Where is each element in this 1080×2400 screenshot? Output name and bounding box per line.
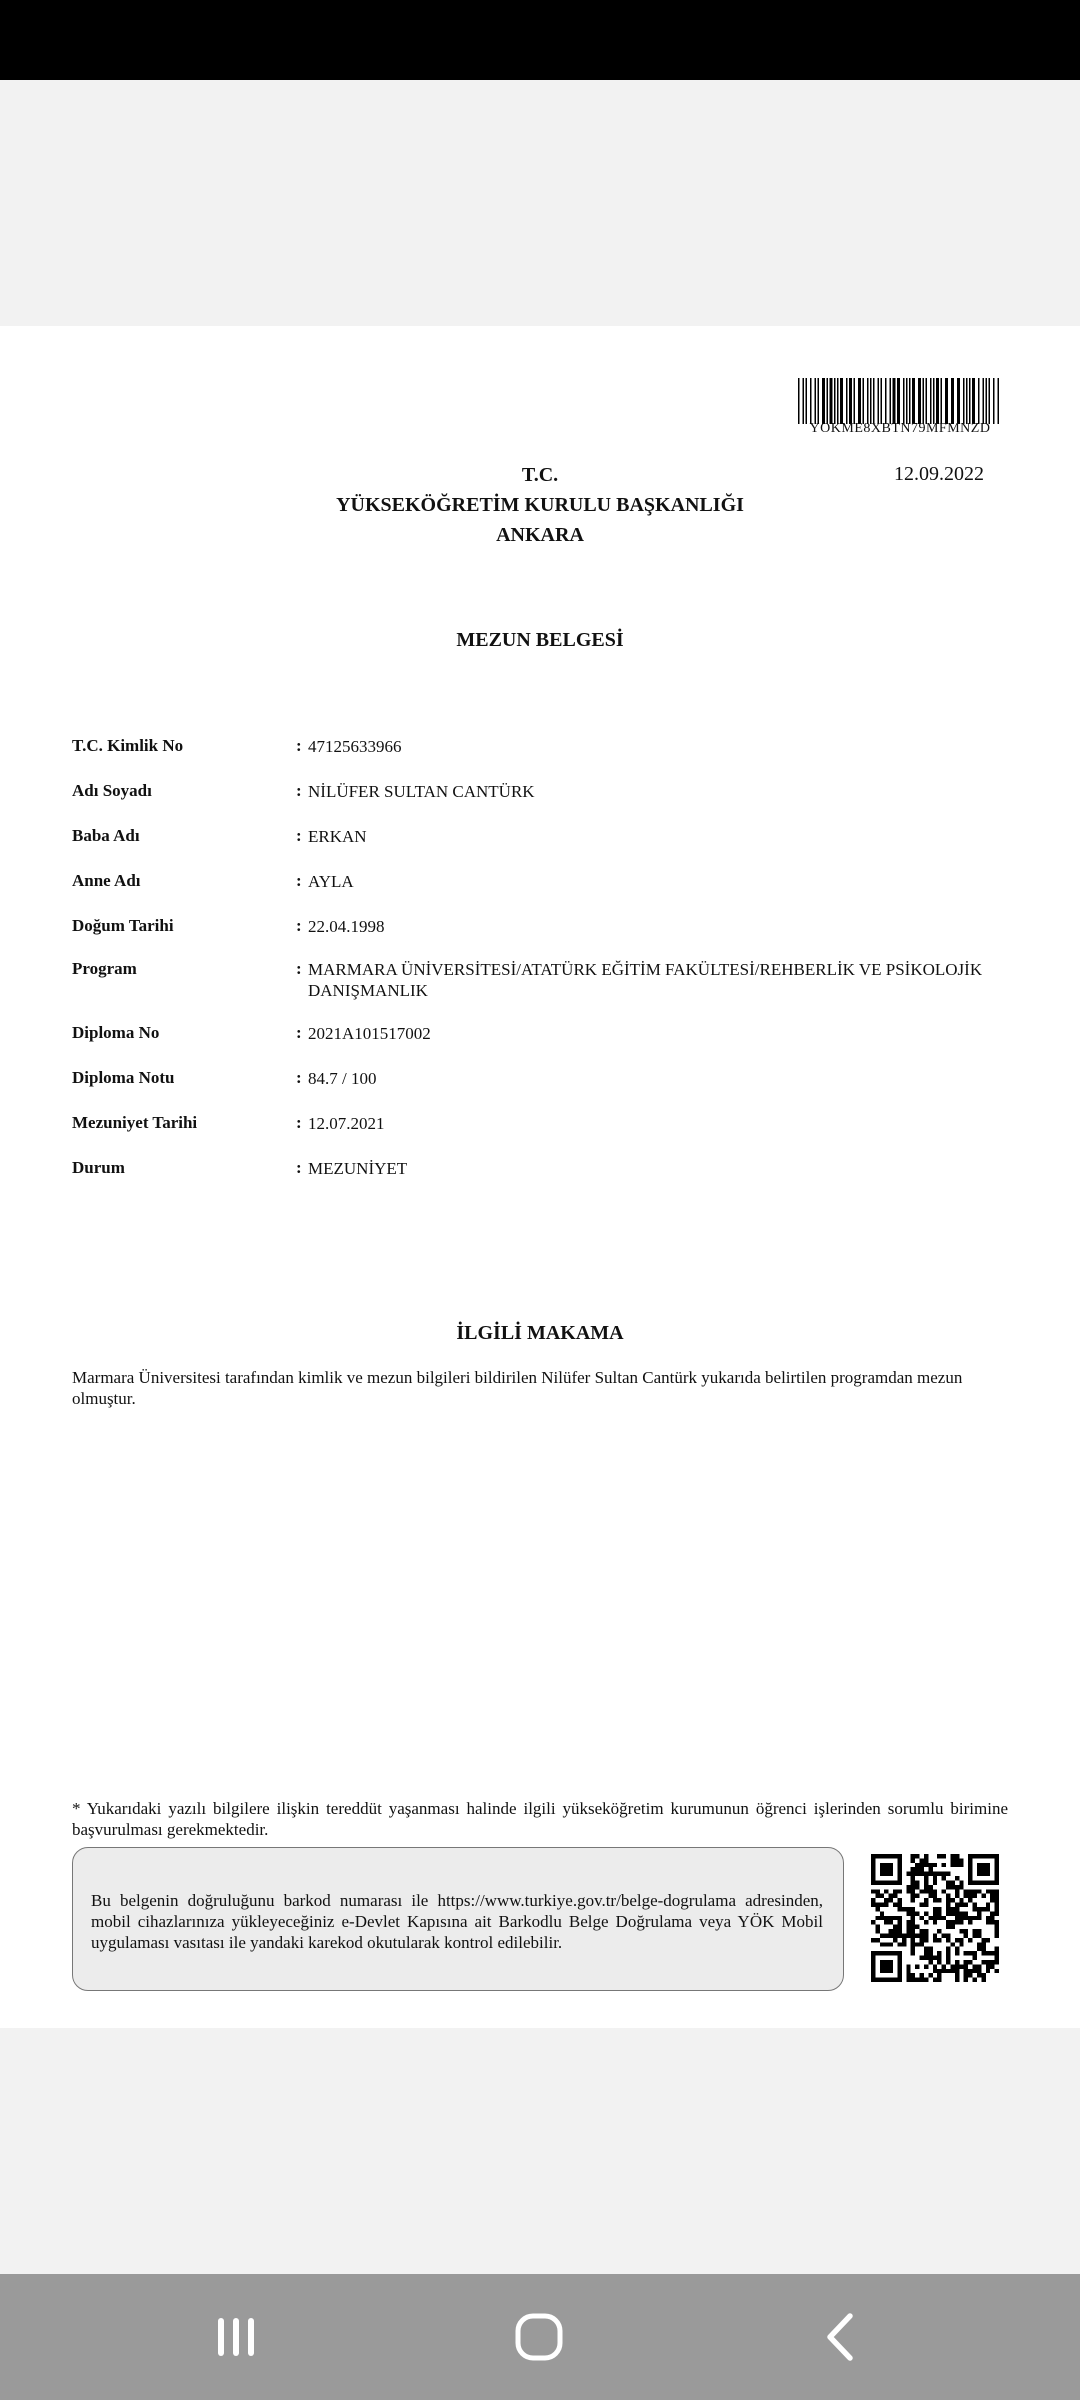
field-colon: :	[296, 959, 302, 978]
field-row-anne-adi	[72, 871, 1012, 901]
field-label: T.C. Kimlik No	[72, 736, 184, 755]
footnote-text: * Yukarıdaki yazılı bilgilere ilişkin tereddüt yaşanması halinde ilgili yükseköğretim kurumunun öğrenci işlerinden sorumlu birimine başvurulması gerekmektedir.	[72, 1799, 1008, 1839]
field-colon: :	[296, 1158, 302, 1177]
field-row-dogum-tarihi	[72, 916, 1012, 946]
field-value: NİLÜFER SULTAN CANTÜRK	[308, 782, 535, 801]
header-line-city: ANKARA	[496, 524, 584, 546]
recent-apps-button[interactable]	[196, 2304, 276, 2370]
header-line-tc: T.C.	[521, 464, 559, 486]
field-colon: :	[296, 1113, 302, 1132]
barcode-image	[798, 378, 1000, 424]
field-row-tc-kimlik	[72, 736, 1012, 766]
qr-code-image	[871, 1854, 999, 1982]
field-colon: :	[296, 916, 302, 935]
field-colon: :	[296, 1068, 302, 1087]
field-label: Diploma Notu	[72, 1068, 175, 1087]
barcode-number: YOKME8XBTN79MFMNZD	[809, 421, 991, 436]
field-label: Doğum Tarihi	[72, 916, 174, 935]
field-value: 47125633966	[308, 737, 402, 756]
field-value: AYLA	[308, 872, 354, 891]
document-date: 12.09.2022	[894, 463, 984, 485]
field-row-program	[72, 959, 1012, 1003]
field-row-diploma-notu	[72, 1068, 1012, 1098]
field-value: ERKAN	[308, 827, 367, 846]
field-value: 84.7 / 100	[308, 1069, 377, 1088]
recent-apps-icon	[196, 2304, 276, 2370]
field-label: Diploma No	[72, 1023, 160, 1042]
section-title: İLGİLİ MAKAMA	[456, 1322, 624, 1344]
field-row-adi-soyadi	[72, 781, 1012, 811]
field-label: Baba Adı	[72, 826, 140, 845]
field-row-mezuniyet-tarihi	[72, 1113, 1012, 1143]
header-line-yok: YÜKSEKÖĞRETİM KURULU BAŞKANLIĞI	[336, 494, 744, 516]
verification-box	[72, 1847, 844, 1991]
field-row-baba-adi	[72, 826, 1012, 856]
field-colon: :	[296, 826, 302, 845]
back-icon	[802, 2304, 882, 2370]
field-value: 22.04.1998	[308, 917, 385, 936]
issuer-header	[300, 460, 780, 550]
verification-text: Bu belgenin doğruluğunu barkod numarası ile https://www.turkiye.gov.tr/belge-dogrulama adresinden, mobil cihazlarınıza yükleyeceğiniz e-Devlet Kapısına ait Barkodlu Belge Doğrulama veya YÖK Mobil uygulaması vasıtası ile yandaki karekod okutularak kontrol edilebilir.	[91, 1891, 823, 1952]
field-label: Durum	[72, 1158, 125, 1177]
home-icon	[499, 2304, 579, 2370]
field-value: 12.07.2021	[308, 1114, 385, 1133]
home-button[interactable]	[499, 2304, 579, 2370]
field-colon: :	[296, 871, 302, 890]
field-colon: :	[296, 736, 302, 755]
field-label: Adı Soyadı	[72, 781, 152, 800]
back-button[interactable]	[802, 2304, 882, 2370]
field-value: MEZUNİYET	[308, 1159, 408, 1178]
field-row-diploma-no	[72, 1023, 1012, 1053]
field-label: Program	[72, 959, 137, 978]
field-value: 2021A101517002	[308, 1024, 431, 1043]
field-label: Anne Adı	[72, 871, 141, 890]
navigation-bar	[0, 2274, 1080, 2400]
field-colon: :	[296, 1023, 302, 1042]
field-row-durum	[72, 1158, 1012, 1188]
status-bar	[0, 0, 1080, 80]
statement-text: Marmara Üniversitesi tarafından kimlik ve mezun bilgileri bildirilen Nilüfer Sultan Cantürk yukarıda belirtilen programdan mezun olmuştur.	[72, 1368, 963, 1408]
document-title: MEZUN BELGESİ	[456, 629, 624, 651]
field-label: Mezuniyet Tarihi	[72, 1113, 198, 1132]
field-value: MARMARA ÜNİVERSİTESİ/ATATÜRK EĞİTİM FAKÜLTESİ/REHBERLİK VE PSİKOLOJİK DANIŞMANLIK	[308, 960, 983, 1000]
field-colon: :	[296, 781, 302, 800]
